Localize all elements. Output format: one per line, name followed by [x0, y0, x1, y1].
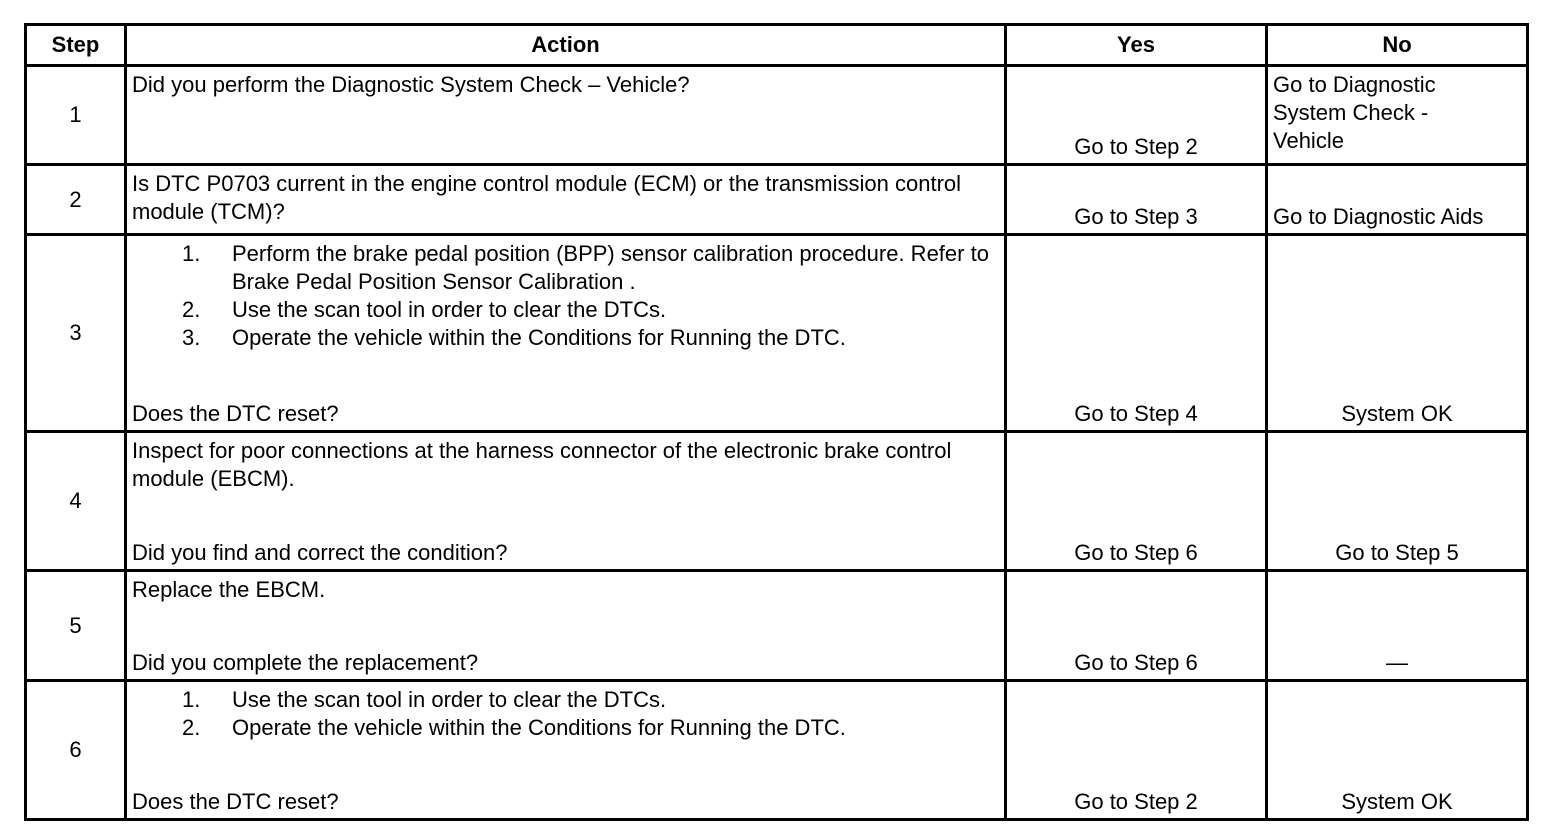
no-cell: Go to Step 5 — [1267, 432, 1528, 571]
yes-cell: Go to Step 2 — [1006, 681, 1267, 820]
step-number: 4 — [26, 432, 126, 571]
list-item-text: Use the scan tool in order to clear the DTCs. — [232, 687, 667, 712]
list-item — [132, 296, 998, 324]
header-yes: Yes — [1006, 25, 1267, 66]
action-text: Inspect for poor connections at the harness connector of the electronic brake control module (EBCM). — [132, 438, 952, 491]
list-item — [132, 686, 998, 714]
list-item-number: 2. — [182, 715, 201, 740]
list-item — [132, 324, 998, 352]
header-row — [26, 25, 1528, 66]
yes-cell: Go to Step 4 — [1006, 235, 1267, 432]
action-cell — [126, 432, 1006, 571]
procedure-list — [132, 240, 998, 352]
step-number: 3 — [26, 235, 126, 432]
table-row-step-2 — [26, 165, 1528, 235]
no-cell: System OK — [1267, 235, 1528, 432]
list-item-number: 1. — [182, 687, 201, 712]
action-question: Did you find and correct the condition? — [132, 540, 508, 565]
header-action: Action — [126, 25, 1006, 66]
yes-cell: Go to Step 6 — [1006, 432, 1267, 571]
yes-cell: Go to Step 2 — [1006, 66, 1267, 165]
step-number: 6 — [26, 681, 126, 820]
list-item — [132, 240, 998, 296]
list-item-text: Operate the vehicle within the Conditions for Running the DTC. — [232, 715, 846, 740]
procedure-list — [132, 686, 998, 742]
action-text: Is DTC P0703 current in the engine control module (ECM) or the transmission control module (TCM)? — [132, 171, 962, 224]
list-item-text: Use the scan tool in order to clear the DTCs. — [232, 297, 667, 322]
no-cell: System OK — [1267, 681, 1528, 820]
diagnostic-table — [24, 23, 1529, 821]
action-cell — [126, 235, 1006, 432]
no-cell: Go to Diagnostic System Check - Vehicle — [1267, 66, 1528, 165]
list-item-number: 1. — [182, 241, 201, 266]
yes-cell: Go to Step 6 — [1006, 571, 1267, 681]
list-item-number: 2. — [182, 297, 201, 322]
action-cell — [126, 165, 1006, 235]
header-no: No — [1267, 25, 1528, 66]
list-item — [132, 714, 998, 742]
action-cell — [126, 66, 1006, 165]
table-row-step-5 — [26, 571, 1528, 681]
table-row-step-6 — [26, 681, 1528, 820]
table-row-step-1 — [26, 66, 1528, 165]
list-item-number: 3. — [182, 325, 201, 350]
action-text: Did you perform the Diagnostic System Check – Vehicle? — [132, 72, 690, 97]
no-cell: Go to Diagnostic Aids — [1267, 165, 1528, 235]
list-item-text: Operate the vehicle within the Conditions for Running the DTC. — [232, 325, 846, 350]
step-number: 1 — [26, 66, 126, 165]
action-question: Does the DTC reset? — [132, 789, 339, 814]
step-number: 5 — [26, 571, 126, 681]
action-question: Does the DTC reset? — [132, 401, 339, 426]
list-item-text: Perform the brake pedal position (BPP) sensor calibration procedure. Refer to Brake Pedal Position Sensor Calibration . — [232, 241, 989, 294]
action-cell — [126, 571, 1006, 681]
action-cell — [126, 681, 1006, 820]
step-number: 2 — [26, 165, 126, 235]
action-text: Replace the EBCM. — [132, 577, 326, 602]
table-row-step-3 — [26, 235, 1528, 432]
yes-cell: Go to Step 3 — [1006, 165, 1267, 235]
header-step: Step — [26, 25, 126, 66]
action-question: Did you complete the replacement? — [132, 650, 479, 675]
table-row-step-4 — [26, 432, 1528, 571]
no-cell: — — [1267, 571, 1528, 681]
